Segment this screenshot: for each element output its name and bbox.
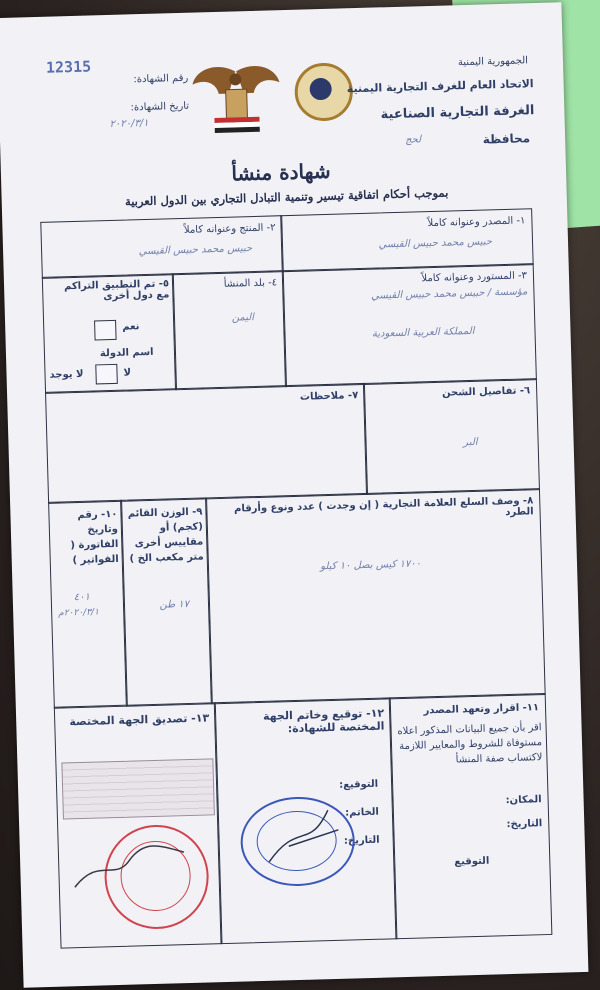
goods-value: ١٧٠٠ كيس بصل ١٠ كيلو: [320, 558, 422, 573]
accumulation-box: [42, 273, 177, 394]
no-label: لا: [123, 367, 132, 379]
issuer-signature-label: ١٢- توقيع وخاتم الجهة المختصة للشهادة:: [262, 706, 385, 736]
goods-box: [205, 488, 546, 704]
declaration-label: ١١- اقرار وتعهد المصدر: [423, 702, 540, 717]
governorate-value: لحج: [404, 134, 422, 146]
accumulation-label: ٥- تم التطبيق التراكم مع دول أخرى: [63, 278, 170, 303]
producer-value: حبيس محمد حبيس القيسي: [138, 243, 253, 258]
certificate-date-label: تاريخ الشهادة:: [130, 100, 190, 114]
invoice-box: [48, 500, 128, 709]
certificate-title: شهادة منشأ: [231, 158, 331, 186]
goods-label: ٨- وصف السلع العلامة التجارية ( إن وجدت ) عدد ونوع وأرقام الطرد: [233, 495, 534, 519]
importer-box: [282, 263, 537, 387]
certificate-date-value: ٢٠٢٠/٣/١: [109, 117, 149, 130]
federation-name: الاتحاد العام للغرف التجارية اليمنية: [346, 77, 534, 96]
producer-box: [40, 215, 283, 279]
notes-box: [45, 383, 368, 504]
declaration-text: اقر بأن جميع البيانات المذكور اعلاه مستوفاة للشروط والمعايير اللازمة لاكتساب صفة المنشأ: [397, 722, 543, 766]
governorate-label: محافظة: [482, 131, 531, 147]
yemen-eagle-emblem-icon: [188, 58, 285, 141]
country-name-label: اسم الدولة: [99, 346, 154, 360]
chamber-name: الغرفة التجارية الصناعية: [380, 103, 535, 123]
importer-country: المملكة العربية السعودية: [371, 325, 475, 340]
origin-country-box: [172, 270, 287, 390]
serial-number: 12315: [45, 57, 92, 77]
certificate-number-label: رقم الشهادة:: [133, 72, 189, 86]
importer-label: ٣- المستورد وعنوانه كاملاً: [421, 270, 528, 285]
exporter-box: [280, 208, 533, 272]
issuer-signature-field-label: التوقيع:: [338, 778, 379, 791]
invoice-date: ٢٠٢٠/٣/١م: [58, 607, 99, 619]
certification-rectangular-stamp: [61, 758, 215, 819]
signature-scribble-icon: [258, 800, 350, 872]
origin-country-label: ٤- بلد المنشأ: [223, 277, 278, 290]
yes-checkbox[interactable]: [94, 320, 117, 341]
notes-label: ٧- ملاحظات: [299, 390, 359, 403]
invoice-label: ١٠- رقم وتاريخ الفاتورة ( الفواتير ): [70, 508, 119, 567]
certification-label: ١٣- تصديق الجهة المختصة: [69, 711, 210, 729]
certificate-paper: [0, 2, 588, 987]
no-checkbox[interactable]: [95, 364, 118, 385]
issuer-date-field-label: التاريخ:: [343, 834, 380, 847]
declaration-date-label: التاريخ:: [506, 818, 543, 831]
shipping-value: البر: [463, 436, 478, 449]
republic-name: الجمهورية اليمنية: [457, 55, 529, 69]
weight-label: ٩- الوزن القائم (كجم) أو مقاييس أخرى متر مكعب الخ ): [127, 506, 204, 565]
weight-value: ١٧ طن: [159, 598, 190, 611]
exporter-value: حبيس محمد حبيس القيسي: [378, 236, 493, 251]
declaration-box: [389, 693, 553, 939]
producer-label: ٢- المنتج وعنوانه كاملاً: [183, 222, 276, 236]
origin-country-value: اليمن: [231, 312, 255, 324]
weight-box: [120, 497, 213, 706]
exporter-label: ١- المصدر وعنوانه كاملاً: [427, 215, 526, 230]
declaration-signature-label: التوقيع: [454, 855, 490, 868]
shipping-label: ٦- تفاصيل الشحن: [441, 385, 531, 399]
issuer-stamp-field-label: الخاتم:: [345, 806, 380, 819]
yes-label: نعم: [122, 321, 140, 333]
certification-box: [54, 702, 223, 948]
not-found-label: لا يوجد: [49, 368, 84, 381]
certificate-subtitle: بموجب أحكام اتفاقية تيسير وتنمية التبادل التجاري بين الدول العربية: [124, 185, 449, 209]
invoice-number: ٤٠١: [73, 591, 91, 604]
declaration-place-label: المكان:: [505, 794, 542, 807]
signature-scribble-icon: [68, 834, 190, 897]
shipping-box: [363, 378, 540, 495]
importer-value: مؤسسة / حبيس محمد حبيس القيسي: [370, 286, 528, 302]
issuer-signature-box: [214, 697, 398, 944]
